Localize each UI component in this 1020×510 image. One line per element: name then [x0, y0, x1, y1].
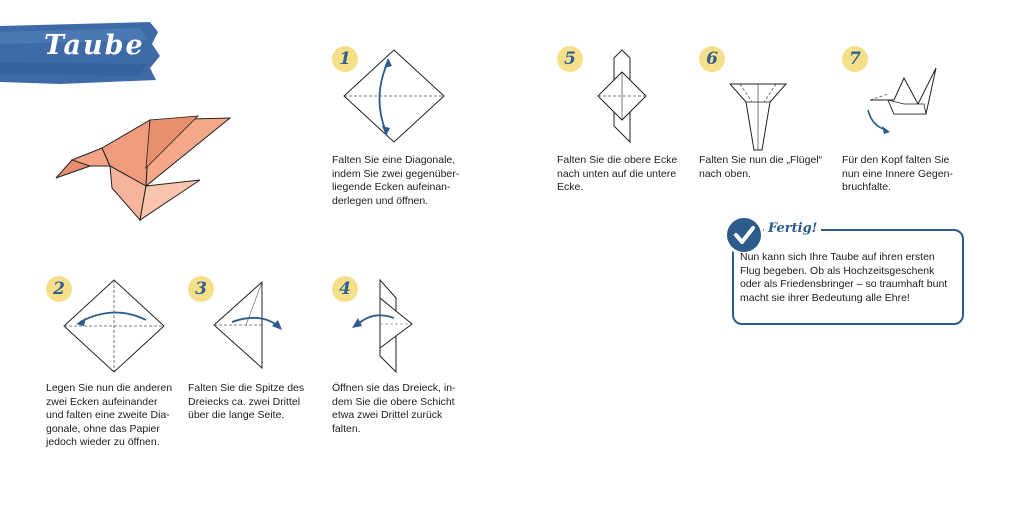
step-number-badge: 5	[557, 46, 583, 72]
finished-bird-illustration	[50, 108, 240, 228]
step-6-diagram	[726, 80, 790, 152]
step-3-diagram	[210, 280, 290, 372]
step-5-text: Falten Sie die obere Ecke nach unten auf die untere Ecke.	[557, 154, 678, 194]
step-7-diagram	[864, 64, 948, 138]
step-1-text: Falten Sie eine Diagonale, indem Sie zwei gegenüber- liegende Ecken aufeinan- derlegen und öffnen.	[332, 154, 460, 207]
step-4-diagram	[350, 278, 420, 374]
step-5-diagram	[592, 48, 652, 144]
done-text: Nun kann sich Ihre Taube auf ihren ersten Flug begeben. Ob als Hochzeitsgeschenk oder als Friedensbringer – so traumhaft bunt macht sie ihrer Bedeutung alle Ehre!	[740, 251, 948, 304]
checkmark-icon	[724, 215, 764, 255]
done-label: Fertig!	[764, 221, 821, 236]
step-6-text: Falten Sie nun die „Flügel“ nach oben.	[699, 154, 823, 180]
step-7-text: Für den Kopf falten Sie nun eine Innere Gegen- bruchfalte.	[842, 154, 953, 194]
page-title: Taube	[44, 30, 145, 61]
step-number-badge: 2	[46, 276, 72, 302]
step-number-badge: 4	[332, 276, 358, 302]
step-3-text: Falten Sie die Spitze des Dreiecks ca. zwei Drittel über die lange Seite.	[188, 382, 305, 422]
step-1-diagram	[342, 48, 446, 144]
step-number-badge: 6	[699, 46, 725, 72]
step-2-text: Legen Sie nun die anderen zwei Ecken aufeinander und falten eine zweite Dia- gonale, ohne das Papier jedoch wieder zu öffnen.	[46, 382, 173, 449]
step-number-badge: 3	[188, 276, 214, 302]
step-number-badge: 1	[332, 46, 358, 72]
step-2-diagram	[62, 278, 166, 374]
step-4-text: Öffnen sie das Dreieck, in- dem Sie die obere Schicht etwa zwei Drittel zurück falten.	[332, 382, 456, 435]
step-number-badge: 7	[842, 46, 868, 72]
